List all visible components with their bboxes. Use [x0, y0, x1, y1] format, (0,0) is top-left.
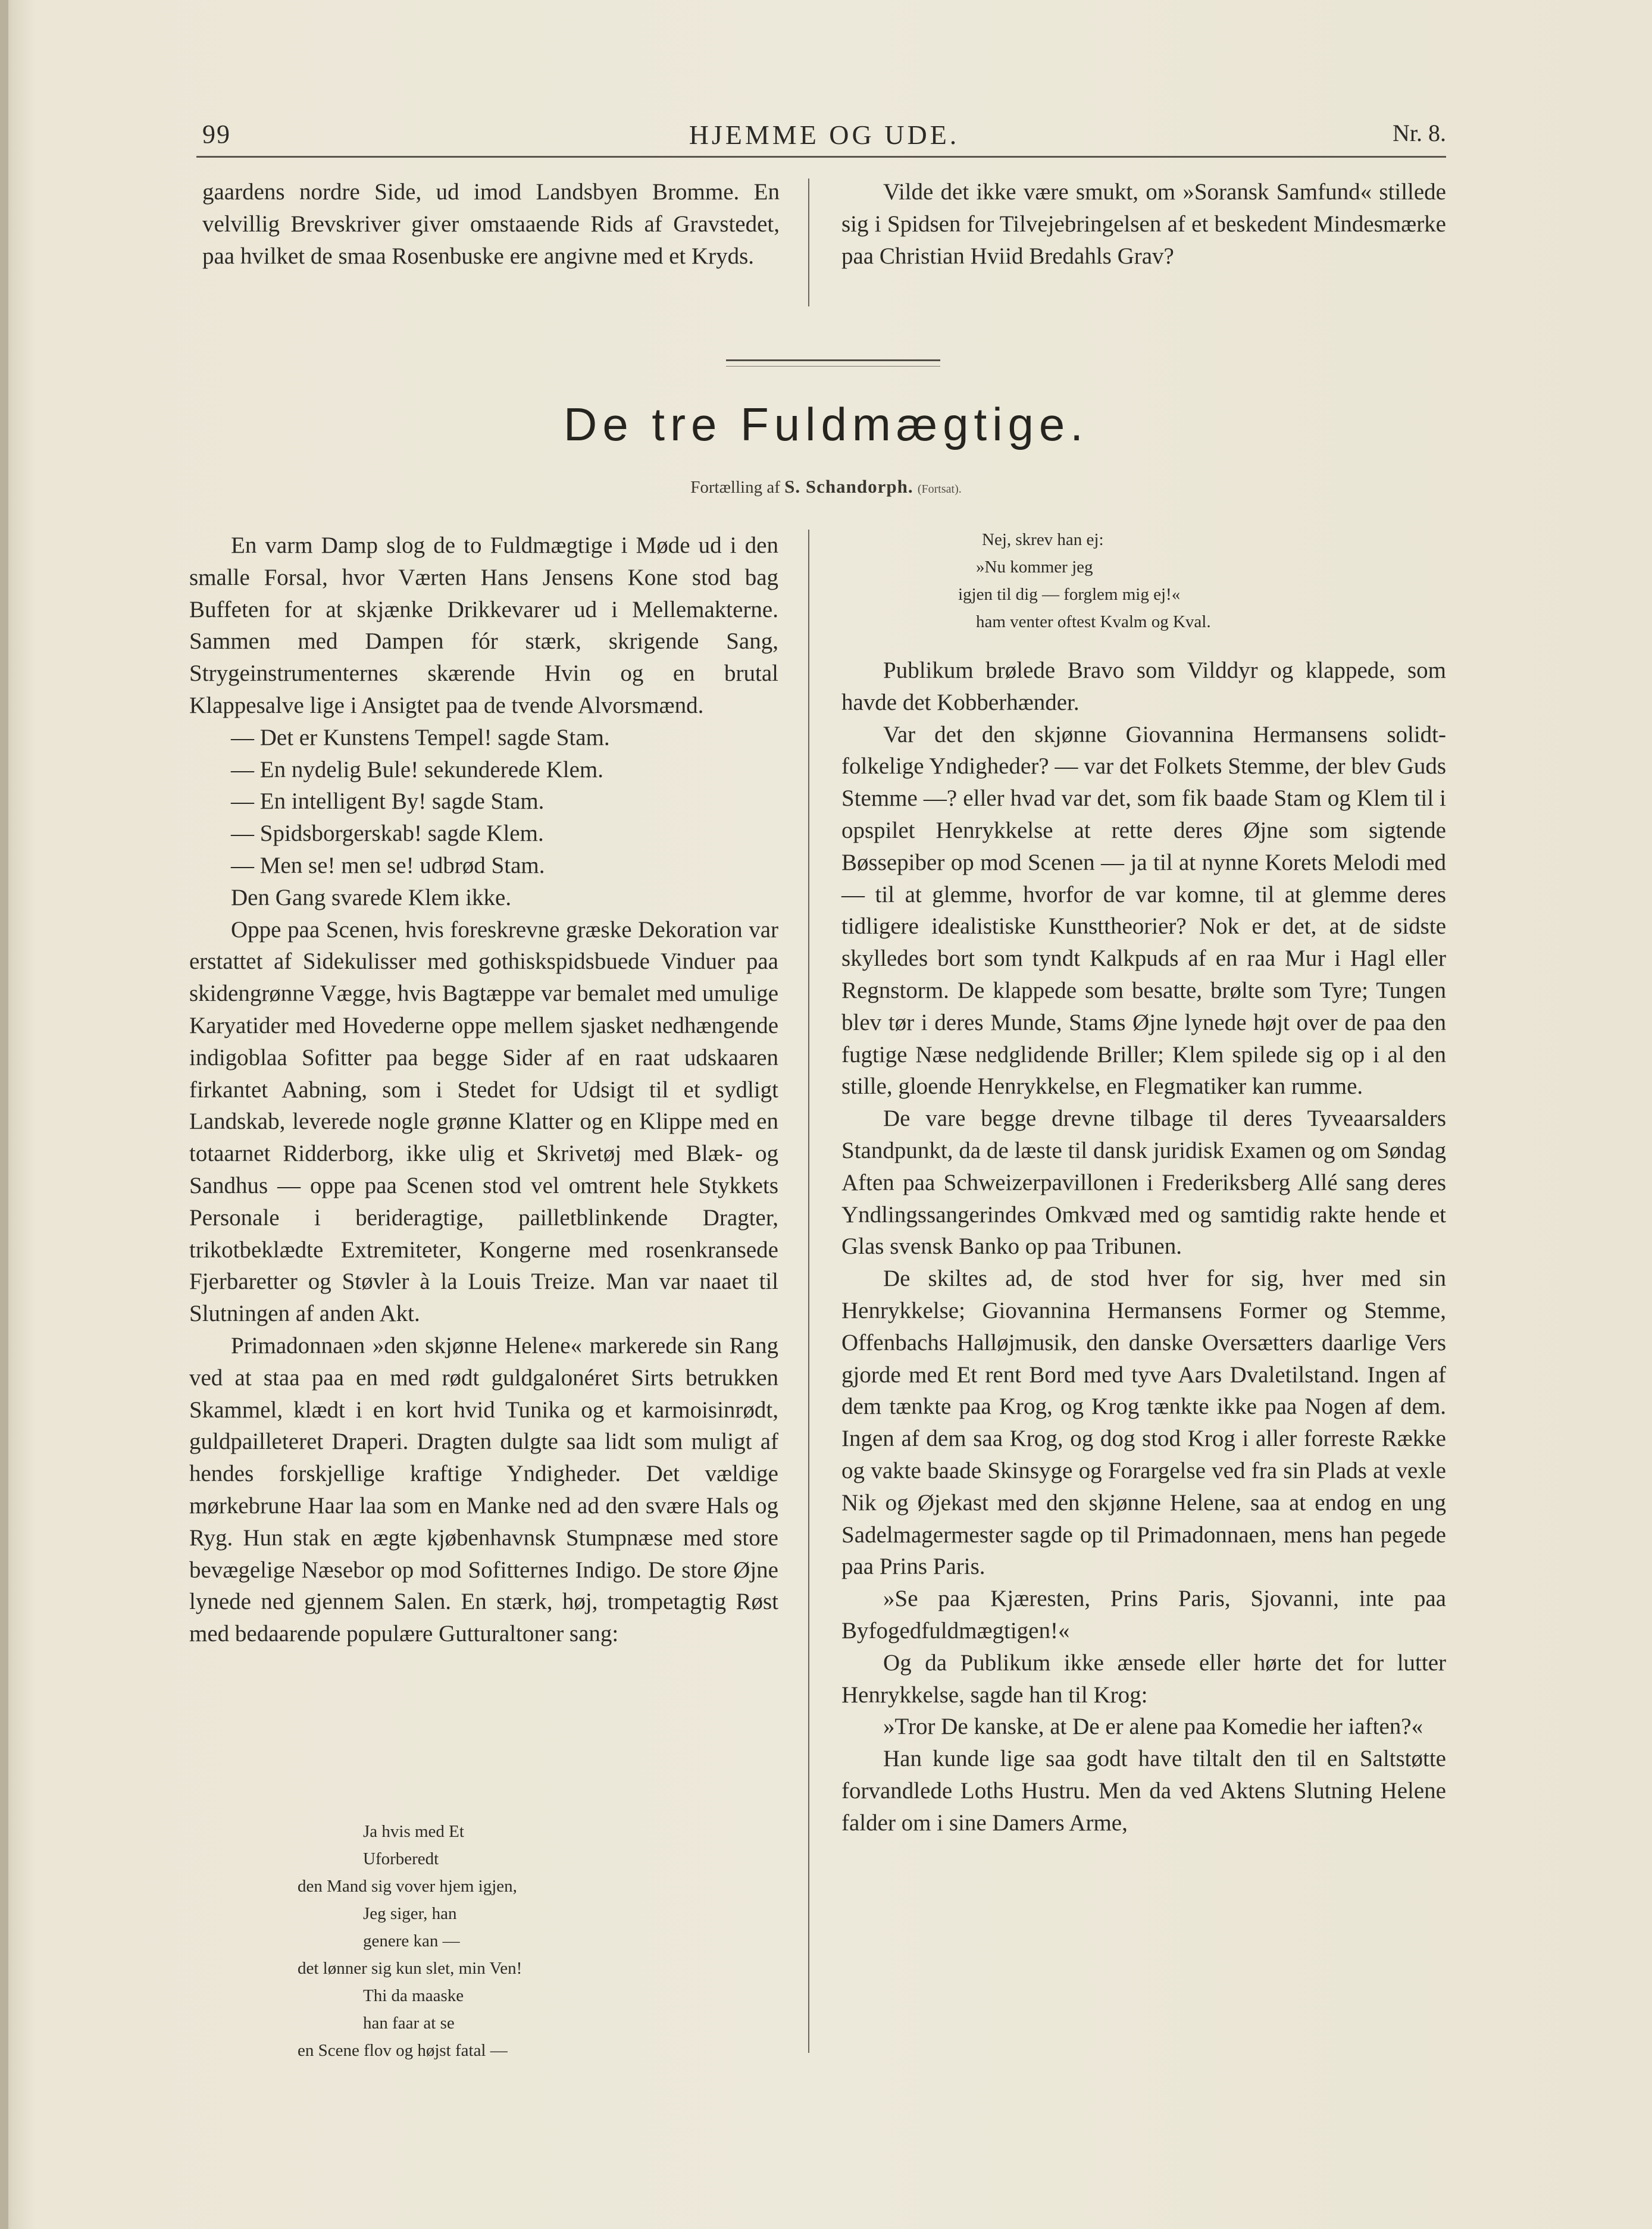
top-column-separator [808, 179, 809, 306]
story-paragraph: »Tror De kanske, at De er alene paa Komedie her iaften?« [883, 1714, 1423, 1740]
story-paragraph: De skiltes ad, de stod hver for sig, hver med sin Henrykkelse; Giovannina Hermansens Former og Stemme, Offenbachs Halløjmusik, den danske Oversætters daarlige Vers gjorde med Et rent Bord med tyve Aars Dvaletilstand. Ingen af dem tænkte paa Krog, og Krog tænkte ikke paa Nogen af dem. Ingen af dem saa Krog, og dog stod Krog i aller forreste Række og vakte baade Skinsyge og Forargelse ved fra sin Plads at vexle Nik og Øjekast med den skjønne Helene, saa at endog en ung Sadelmagermester sagde op til Primadonnaen, mens han pegede paa Prins Paris. [841, 1266, 1446, 1580]
section-divider [726, 359, 940, 367]
story-paragraph: En varm Damp slog de to Fuldmægtige i Møde ud i den smalle Forsal, hvor Værten Hans Jensens Kone stod bag Buffeten for at skjænke Drikkevarer ud i Mellemakterne. Sammen med Dampen fór stærk, skrigende Sang, Strygeinstrumenternes skærende Hvin og en brutal Klappesalve lige i Ansigtet paa de tvende Alvorsmænd. [189, 533, 778, 718]
story-paragraph: Oppe paa Scenen, hvis foreskrevne græske Dekoration var erstattet af Sidekulisser med gothiskspidsbuede Vinduer paa skidengrønne Vægge, hvis Bagtæppe var bemalet med umulige Karyatider med Hovederne oppe mellem sjasket nedhængende indigoblaa Sofitter paa begge Sider af en raat udskaaren firkantet Aabning, som i Stedet for Udsigt til et sydligt Landskab, leverede nogle grønne Klatter og en Klippe med en totaarnet Ridderborg, ikke ulig et Skrivetøj med Blæk- og Sandhus — oppe paa Scenen stod vel omtrent hele Stykkets Personale i berideragtige, pailletblinkende Dragter, trikotbeklædte Extremiteter, Kongerne med rosenkransede Fjerbaretter og Støvler à la Louis Treize. Man var naaet til Slutningen af anden Akt. [189, 916, 778, 1327]
story-title: De tre Fuldmægtige. [564, 398, 1088, 450]
verse-line: »Nu kommer jeg [976, 558, 1093, 577]
header-rule [196, 156, 1446, 158]
story-paragraph: »Se paa Kjæresten, Prins Paris, Sjovanni, inte paa Byfogedfuldmægtigen!« [841, 1586, 1446, 1643]
story-paragraph: De vare begge drevne tilbage til deres Tyveaarsalders Standpunkt, da de læste til dansk juridisk Examen og om Søndag Aften paa Schweizerpavillonen i Frederiksberg Allé sang deres Yndlingssangerindes Omkvæd med og samtidig rakte hende et Glas svensk Banko op paa Tribunen. [841, 1106, 1446, 1260]
story-paragraph: Var det den skjønne Giovannina Hermansens solidt-folkelige Yndigheder? — var det Folkets Stemme, der blev Guds Stemme —? eller hvad var det, som fik baade Stam og Klem til i opspilet Henrykkelse at rette deres Øjne som sigtende Bøssepiber op mod Scenen — ja til at nynne Korets Melodi med — til at glemme, hvorfor de var komne, til at glemme deres tidligere idealistiske Kunsttheorier? Nok er det, at de sidste skylledes bort som tyndt Kalkpuds af en raa Mur i Hagl eller Regnstorm. De klappede som besatte, brølte som Tyre; Tungen blev tør i deres Munde, Stams Øjne lynede højt over de paa den fugtige Næse nedglidende Briller; Klem spilede sig op i al den stille, gloende Henrykkelse, en Flegmatiker kan rumme. [841, 721, 1446, 1100]
verse-line: genere kan — [363, 1931, 460, 1951]
issue-number: Nr. 8. [1393, 120, 1446, 146]
verse-line: han faar at se [363, 2014, 455, 2033]
story-paragraph: — Spidsborgerskab! sagde Klem. [231, 821, 544, 847]
top-left-paragraph: gaardens nordre Side, ud imod Landsbyen Bromme. En velvillig Brevskriver giver omstaaende Rids af Gravstedet, paa hvilket de smaa Rosenbuske ere angivne med et Kryds. [202, 179, 780, 269]
song-verse-right [958, 526, 1327, 635]
story-byline [0, 476, 1652, 497]
verse-line: Thi da maaske [363, 1986, 464, 2005]
story-paragraph: Han kunde lige saa godt have tiltalt den til en Saltstøtte forvandlede Loths Hustru. Men da ved Aktens Slutning Helene falder om i sine Damers Arme, [841, 1746, 1446, 1836]
story-column-separator [808, 530, 809, 2053]
page-number: 99 [202, 120, 231, 149]
top-left-column [202, 176, 780, 272]
story-paragraph: — Men se! men se! udbrød Stam. [231, 852, 545, 878]
story-paragraph: Den Gang svarede Klem ikke. [231, 884, 512, 910]
story-paragraph: Publikum brølede Bravo som Vilddyr og klappede, som havde det Kobberhænder. [841, 658, 1446, 715]
page-binding-edge [0, 0, 8, 2229]
continued-note: (Fortsat). [917, 483, 962, 496]
verse-line: Ja hvis med Et [363, 1822, 464, 1841]
story-right-column [841, 655, 1446, 1839]
story-paragraph: Primadonnaen »den skjønne Helene« markerede sin Rang ved at staa paa en med rødt guldgalonéret Sirts betrukken Skammel, klædt i en kort hvid Tunika og et karmoisinrødt, guldpailleteret Draperi. Dragten dulgte saa lidt som muligt af hendes forskjellige kraftige Yndigheder. Det vældige mørkebrune Haar laa som en Manke ned ad den svære Hals og Ryg. Hun stak en ægte kjøbenhavnsk Stumpnæse med store bevægelige Næsebor op mod Sofitternes Indigo. De store Øjne lynede ned gjennem Salen. En stærk, høj, trompetagtig Røst med bedaarende populære Gutturaltoner sang: [189, 1332, 778, 1647]
story-paragraph: Og da Publikum ikke ænsede eller hørte det for lutter Henrykkelse, sagde han til Krog: [841, 1649, 1446, 1708]
verse-line: den Mand sig vover hjem igjen, [298, 1877, 517, 1896]
verse-line: det lønner sig kun slet, min Ven! [298, 1959, 522, 1978]
verse-line: en Scene flov og højst fatal — [298, 2041, 508, 2060]
verse-line: ham venter oftest Kvalm og Kval. [976, 612, 1211, 631]
verse-line: igjen til dig — forglem mig ej!« [958, 585, 1181, 604]
author-name: S. Schandorph. [784, 476, 913, 497]
story-paragraph: — Det er Kunstens Tempel! sagde Stam. [231, 724, 610, 750]
byline-prefix: Fortælling af [690, 478, 780, 497]
verse-line: Uforberedt [363, 1849, 439, 1868]
story-left-column [189, 530, 778, 1650]
journal-title: HJEMME OG UDE. [689, 120, 960, 150]
running-header [202, 119, 1446, 156]
verse-line: Nej, skrev han ej: [982, 530, 1104, 549]
story-paragraph: — En intelligent By! sagde Stam. [231, 788, 545, 815]
song-verse-left [298, 1818, 631, 2064]
story-paragraph: — En nydelig Bule! sekunderede Klem. [231, 756, 603, 782]
verse-line: Jeg siger, han [363, 1904, 457, 1923]
top-right-paragraph: Vilde det ikke være smukt, om »Soransk Samfund« stillede sig i Spidsen for Tilvejebringelsen af et beskedent Mindesmærke paa Christian Hviid Bredahls Grav? [841, 179, 1446, 269]
top-right-column [841, 176, 1446, 272]
